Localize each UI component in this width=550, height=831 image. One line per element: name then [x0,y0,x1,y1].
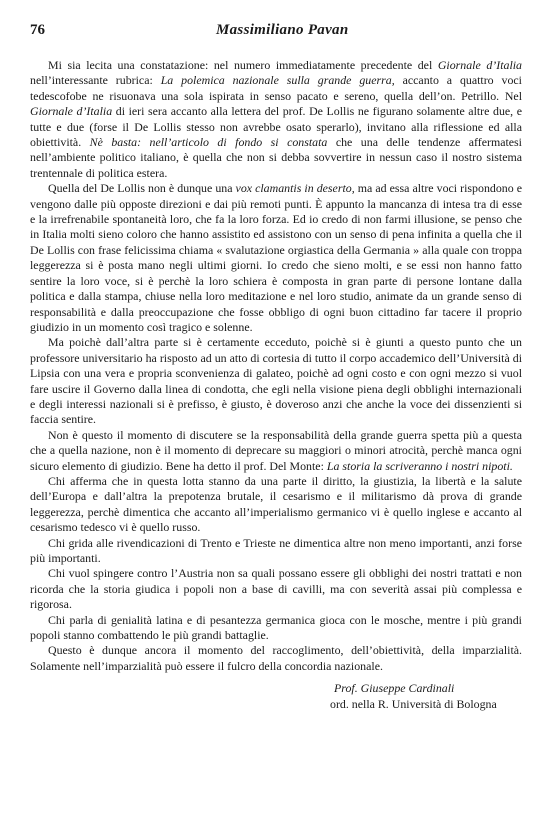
text-run: che una delle tendenze affermatesi nell’ambiente politico italiano, è quella che non si debba sovvertire in nessun caso il nostro sistema trentennale di politica estera. [30,135,522,180]
paragraph [30,181,522,335]
text-run: accanto a quattro voci tedescofobe ne risuonava una sola ispirata in senso pacato e sereno, quella dell’on. Petrillo. Nel [30,73,522,103]
text-run: Chi grida alle rivendicazioni di Trento e Trieste ne dimentica altre non meno importanti, anzi forse più importanti. [30,535,522,565]
paragraph [30,474,522,536]
paragraph [30,428,522,474]
text-run: Mi sia lecita una constatazione: nel numero immediatamente precedente del [48,58,438,72]
text-run: Chi vuol spingere contro l’Austria non sa quali possano essere gli obblighi dei nostri trattati e non ricorda che la storia giudica i popoli non a base di cavilli, ma con severità assai più complessa e rigorosa. [30,566,522,612]
text-run: ma ad essa altre voci rispondono e vengono dalle più opposte direzioni e dai più remoti punti. È appunto la mancanza di intesa tra di esse e la irrefrenabile spontaneità loro, che fa la loro forza. Ed io credo di non farmi illusione, se penso che in Italia molti sieno coloro che hanno assistito ed assistono con un senso di pena infinita a quella che il De Lollis con frase felicissima chiama « svalutazione orgiastica della Germania » alla quale con troppa leggerezza si è posta mano negli ultimi giorni. Io credo che sieno molti, e se essi non hanno fatto sentire la loro voce, si è perchè la loro schiera è composta in gran parte di persone lontane dalla politica e dalla stampa, chiuse nella loro meditazione e nel loro studio, animate da un grande senso di responsabilità e dalla preoccupazione che fosse obbligo di ogni buon cittadino far tacere il proprio giudizio in un momento così tragico e solenne. [30,181,523,334]
paragraph [30,613,522,644]
signature-affiliation: ord. nella R. Università di Bologna [330,696,497,711]
italic-run: vox clamantis in deserto, [235,181,355,196]
paragraph [30,643,522,674]
italic-run: La polemica nazionale sulla grande guerra, [160,73,395,88]
text-run: di ieri sera accanto alla lettera del prof. De Lollis ne figurano solamente altre due, e tutte e due (forse il De Lollis stesso non avrebbe osato sperarlo), invitano alla riflessione ed alla obiettività. [30,104,522,150]
article-body [30,58,522,674]
text-run: Chi parla di genialità latina e di pesantezza germanica gioca con le mosche, mentre i più grandi popoli stanno combattendo le più grandi battaglie. [30,612,522,643]
paragraph [30,335,522,427]
paragraph [30,536,522,567]
running-head: Massimiliano Pavan [216,22,349,38]
italic-run: Giornale d’Italia [30,104,113,119]
page-number: 76 [30,22,45,38]
text-run: Quella del De Lollis non è dunque una [48,181,236,196]
text-run: Ma poichè dall’altra parte si è certamente ecceduto, poichè si è giunti a questo punto che un professore universitario ha risposto ad un atto di cortesia di tutto il corpo accademico dell’Università di Lipsia con una vera e propria sconvenienza di galateo, poichè ad ogni costo e con ogni mezzo si vuol fare uscire il Governo dalla linea di condotta, che egli nella visione piena degli obblighi internazionali e degli interessi nazionali si è prefisso, è giusto, è doveroso anzi che anche la voce dei dissenzienti si faccia sentire. [30,335,522,427]
signature-block [30,681,522,712]
page-header [30,22,522,44]
text-run: Questo è dunque ancora il momento del raccoglimento, dell’obiettività, della imparzialità. Solamente nell’imparzialità può essere il fulcro della concordia nazionale. [30,643,522,673]
text-run: Chi afferma che in questa lotta stanno da una parte il diritto, la giustizia, la libertà e la salute dell’Europa e dall’altra la prepotenza brutale, il cesarismo e il militarismo dà prova di grande leggerezza, perchè dimentica che accanto all’imperialismo germanico vi è quello inglese e accanto al cesarismo tedesco vi è quello russo. [30,473,522,535]
paragraph [30,58,522,181]
text-run: Non è questo il momento di discutere se la responsabilità della grande guerra spetta più a questa che a quella nazione, non è il momento di deprecare su maggiori o minori atrocità, perchè manca ogni sicuro elemento di giudizio. Bene ha detto il prof. Del Monte: [30,427,522,473]
italic-run: La storia la scriveranno i nostri nipoti. [326,458,513,473]
italic-run: Nè basta: nell’articolo di fondo si constata [89,135,328,150]
signature-name: Prof. Giuseppe Cardinali [334,681,455,696]
paragraph [30,566,522,612]
italic-run: Giornale d’Italia [437,58,523,72]
text-run: nell’interessante rubrica: [30,73,161,88]
